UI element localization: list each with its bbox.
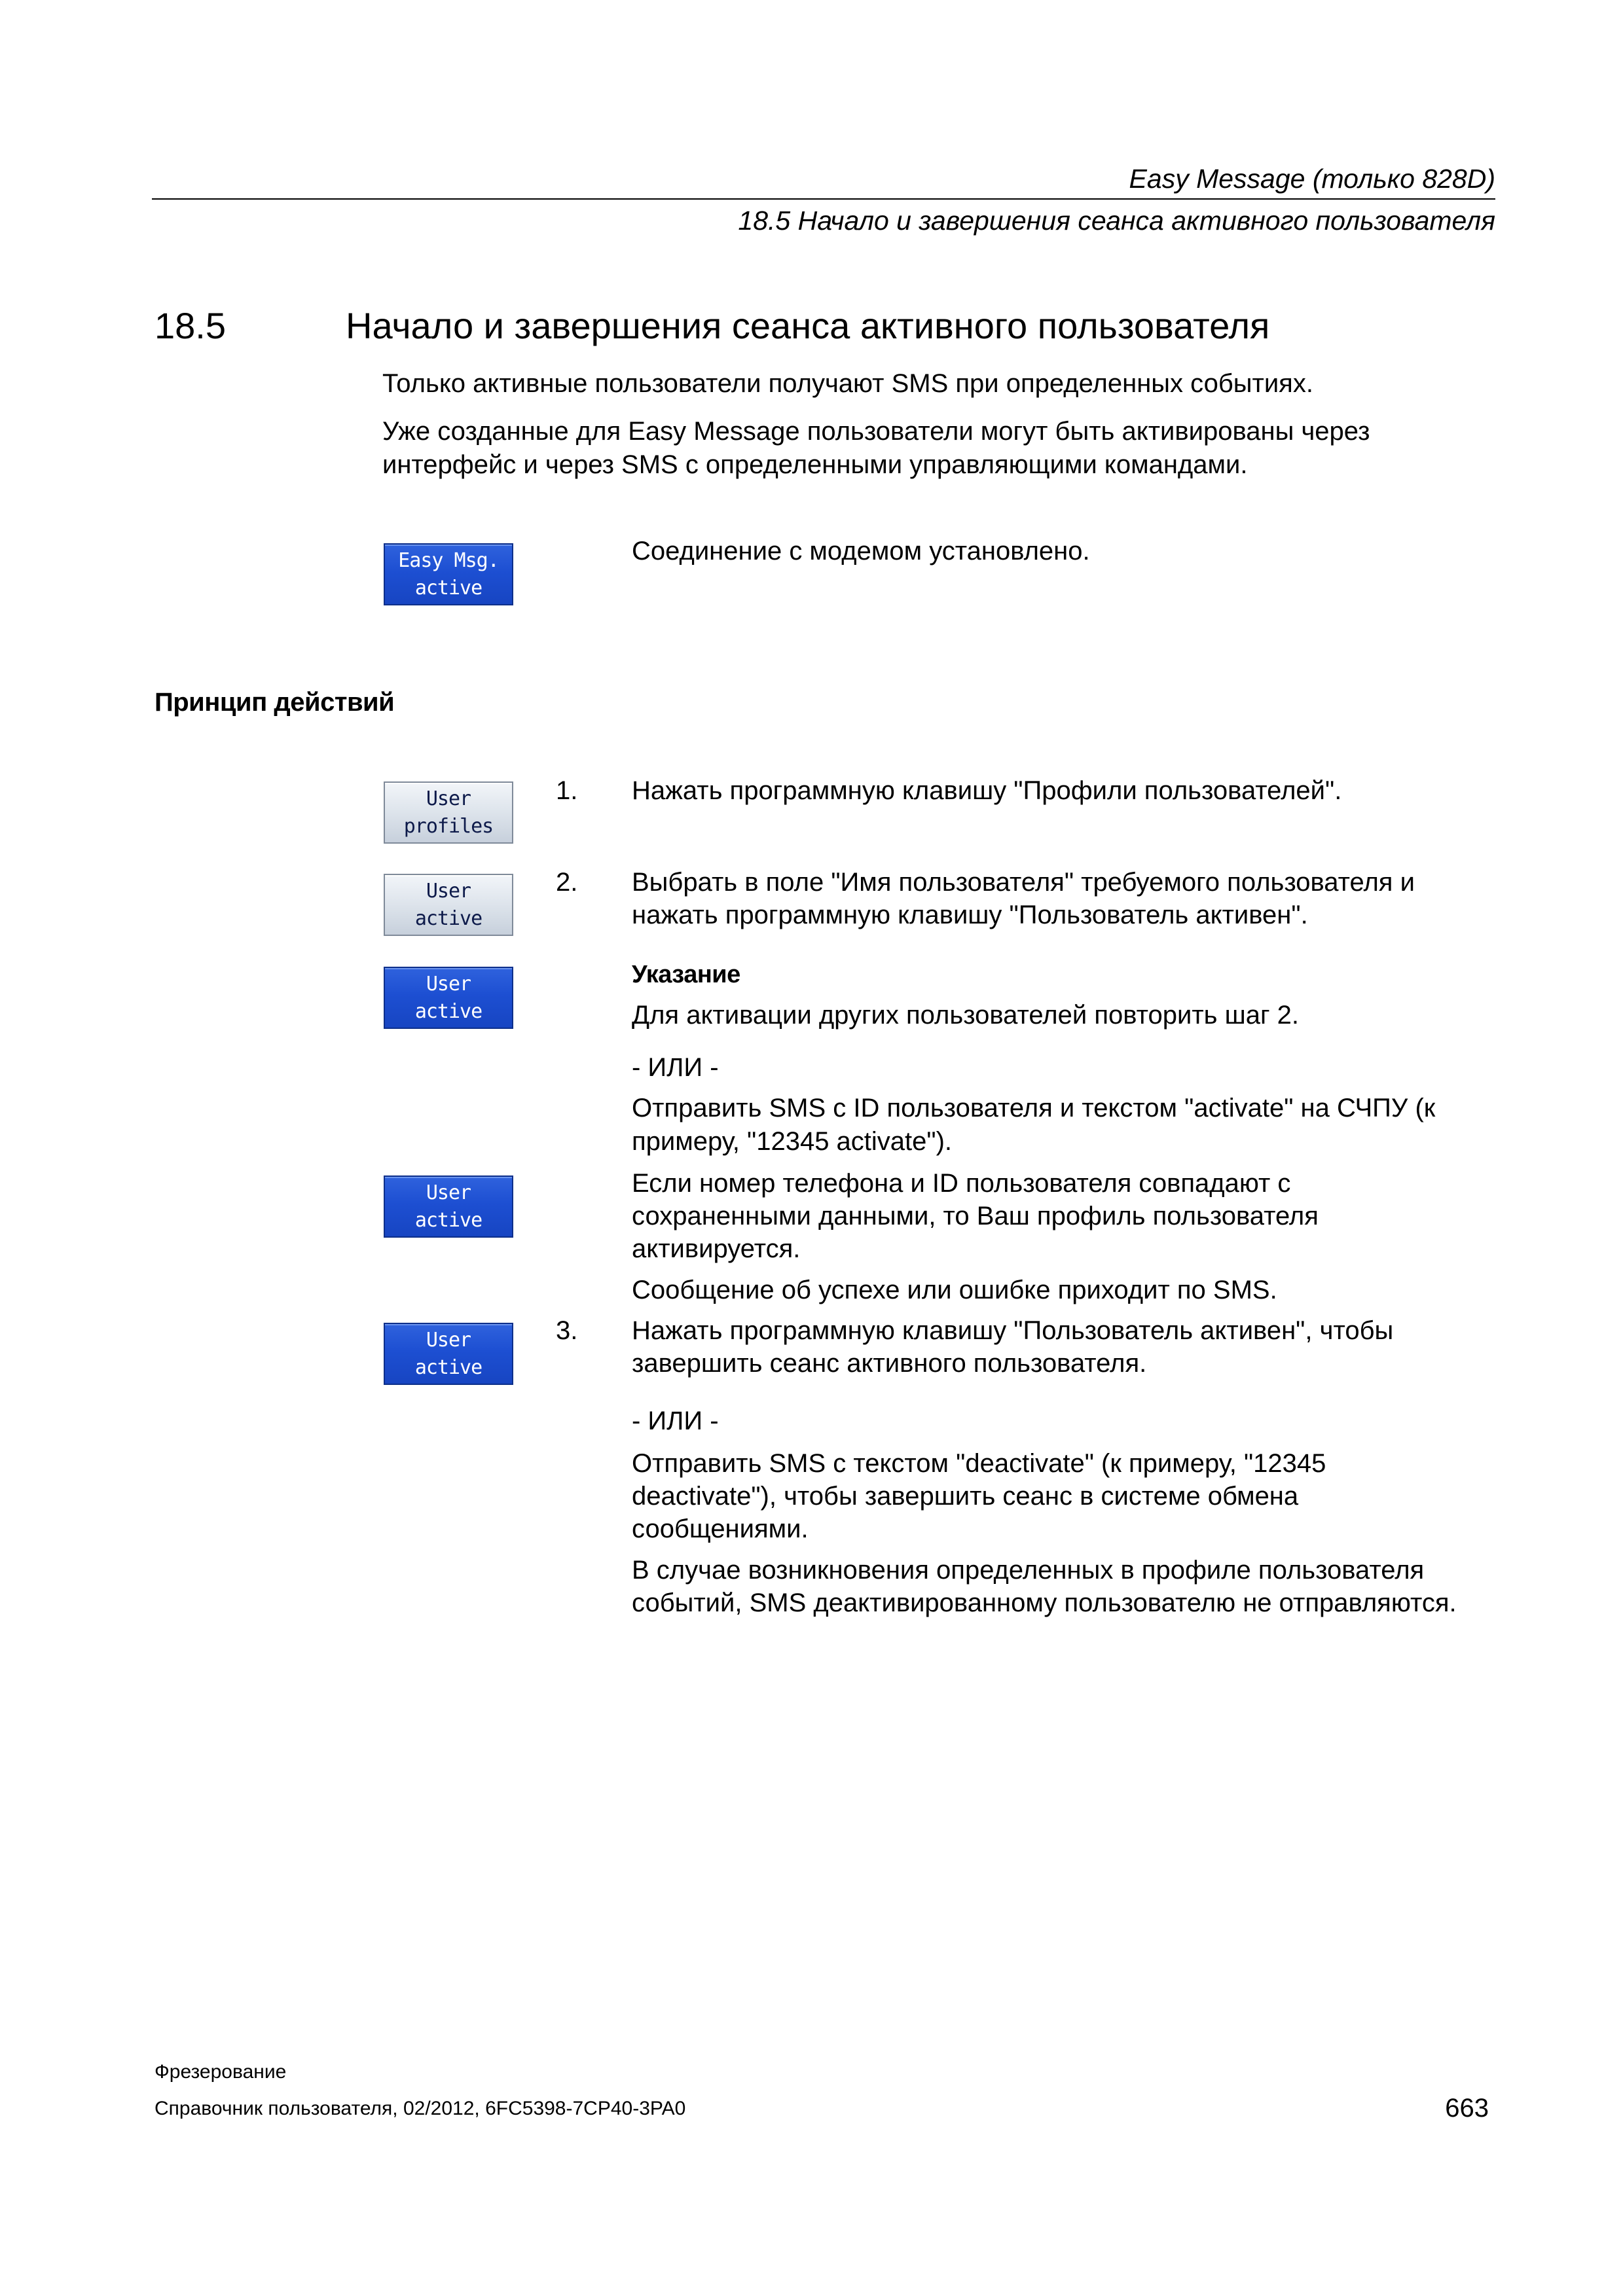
final-note-line-2: событий, SMS деактивированному пользователю не отправляются. xyxy=(632,1588,1457,1617)
intro-paragraph-2-line-2: интерфейс и через SMS с определенными управляющими командами. xyxy=(382,450,1248,479)
step-2-line-2: нажать программную клавишу "Пользователь активен". xyxy=(632,901,1308,929)
sms-deactivate-line-2: deactivate"), чтобы завершить сеанс в системе обмена xyxy=(632,1482,1299,1511)
user-active-softkey-sms: User active xyxy=(384,1175,513,1238)
step-2-number: 2. xyxy=(556,868,578,897)
result-text: Сообщение об успехе или ошибке приходит по SMS. xyxy=(632,1276,1277,1304)
step-3-line-1: Нажать программную клавишу "Пользователь активен", чтобы xyxy=(632,1316,1394,1345)
page-number: 663 xyxy=(1445,2094,1489,2123)
running-header-chapter: Easy Message (только 828D) xyxy=(1129,164,1495,194)
sms-deactivate-line-3: сообщениями. xyxy=(632,1515,809,1543)
step-2-line-1: Выбрать в поле "Имя пользователя" требуемого пользователя и xyxy=(632,868,1415,897)
running-header-section: 18.5 Начало и завершения сеанса активного пользователя xyxy=(738,206,1495,236)
user-profiles-softkey: User profiles xyxy=(384,781,513,844)
step-1-number: 1. xyxy=(556,776,578,805)
footer-product: Фрезерование xyxy=(155,2061,287,2083)
header-rule xyxy=(152,198,1495,200)
intro-paragraph-2-line-1: Уже созданные для Easy Message пользователи могут быть активированы через xyxy=(382,417,1370,446)
section-number: 18.5 xyxy=(155,305,226,346)
or-separator-2: - ИЛИ - xyxy=(632,1407,719,1435)
section-title: Начало и завершения сеанса активного пользователя xyxy=(346,305,1270,346)
sms-deactivate-line-1: Отправить SMS с текстом "deactivate" (к примеру, "12345 xyxy=(632,1449,1326,1478)
intro-paragraph-1: Только активные пользователи получают SMS при определенных событиях. xyxy=(382,369,1313,398)
modem-connected-text: Соединение с модемом установлено. xyxy=(632,537,1090,565)
match-line-1: Если номер телефона и ID пользователя совпадают с xyxy=(632,1169,1291,1198)
step-1-text: Нажать программную клавишу "Профили пользователей". xyxy=(632,776,1342,805)
step-3-line-2: завершить сеанс активного пользователя. xyxy=(632,1349,1147,1378)
user-active-softkey-active: User active xyxy=(384,967,513,1029)
easy-msg-active-softkey: Easy Msg. active xyxy=(384,543,513,605)
user-active-softkey-deactivate: User active xyxy=(384,1323,513,1385)
footer-document-info: Справочник пользователя, 02/2012, 6FC5398-7CP40-3PA0 xyxy=(155,2098,686,2119)
or-separator-1: - ИЛИ - xyxy=(632,1053,719,1082)
match-line-3: активируется. xyxy=(632,1234,801,1263)
note-text: Для активации других пользователей повторить шаг 2. xyxy=(632,1001,1300,1030)
sms-activate-line-1: Отправить SMS с ID пользователя и текстом "activate" на СЧПУ (к xyxy=(632,1094,1436,1122)
user-active-softkey-inactive: User active xyxy=(384,874,513,936)
sms-activate-line-2: примеру, "12345 activate"). xyxy=(632,1127,953,1156)
step-3-number: 3. xyxy=(556,1316,578,1345)
procedure-subheading: Принцип действий xyxy=(155,688,395,717)
note-heading: Указание xyxy=(632,961,740,988)
match-line-2: сохраненными данными, то Ваш профиль пользователя xyxy=(632,1202,1319,1230)
final-note-line-1: В случае возникновения определенных в профиле пользователя xyxy=(632,1556,1425,1585)
